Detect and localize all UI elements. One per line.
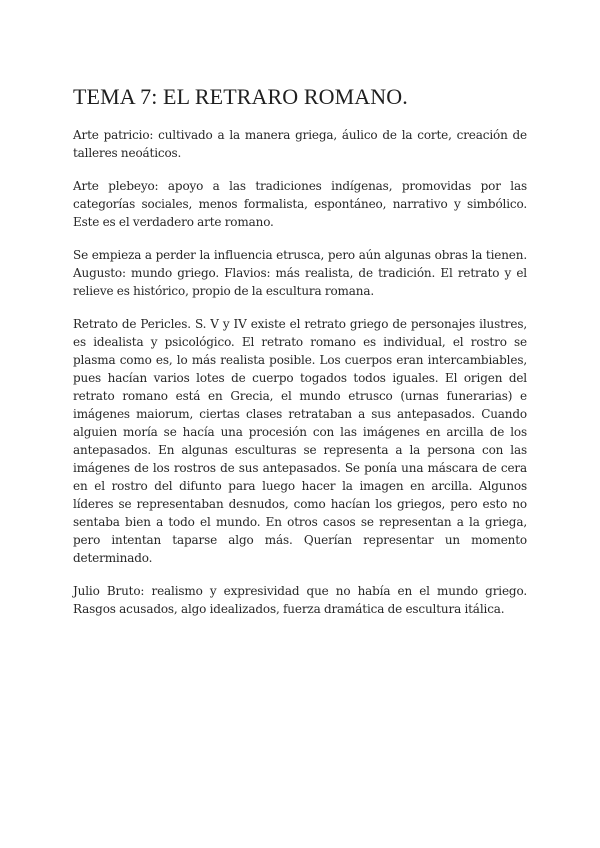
paragraph-arte-plebeyo: Arte plebeyo: apoyo a las tradiciones indígenas, promovidas por las categorías sociales, menos formalista, espontáneo, narrativo y simbólico. Este es el verdadero arte romano.	[73, 179, 527, 229]
paragraph-arte-patricio: Arte patricio: cultivado a la manera griega, áulico de la corte, creación de talleres neoáticos.	[73, 128, 527, 160]
paragraph-influencia-etrusca: Se empieza a perder la influencia etrusca, pero aún algunas obras la tienen. Augusto: mundo griego. Flavios: más realista, de tradición. El retrato y el relieve es histórico, propio de la escultura romana.	[73, 248, 527, 298]
paragraph-julio-bruto: Julio Bruto: realismo y expresividad que no había en el mundo griego. Rasgos acusados, algo idealizados, fuerza dramática de escultura itálica.	[73, 584, 527, 616]
document-body	[73, 82, 527, 633]
paragraph-retrato-pericles: Retrato de Pericles. S. V y IV existe el retrato griego de personajes ilustres, es idealista y psicológico. El retrato romano es individual, el rostro se plasma como es, lo más realista posible. Los cuerpos eran intercambiables, pues hacían varios lotes de cuerpo togados todos iguales. El origen del retrato romano está en Grecia, el mundo etrusco (urnas funerarias) e imágenes maiorum, ciertas clases retrataban a sus antepasados. Cuando alguien moría se hacía una procesión con las imágenes en arcilla de los antepasados. En algunas esculturas se representa a la persona con las imágenes de los rostros de sus antepasados. Se ponía una máscara de cera en el rostro del difunto para luego hacer la imagen en arcilla. Algunos líderes se representaban desnudos, como hacían los griegos, pero esto no sentaba bien a todo el mundo. En otros casos se representan a la griega, pero intentan taparse algo más. Querían representar un momento determinado.	[73, 317, 527, 565]
document-title: TEMA 7: EL RETRARO ROMANO.	[73, 84, 408, 109]
